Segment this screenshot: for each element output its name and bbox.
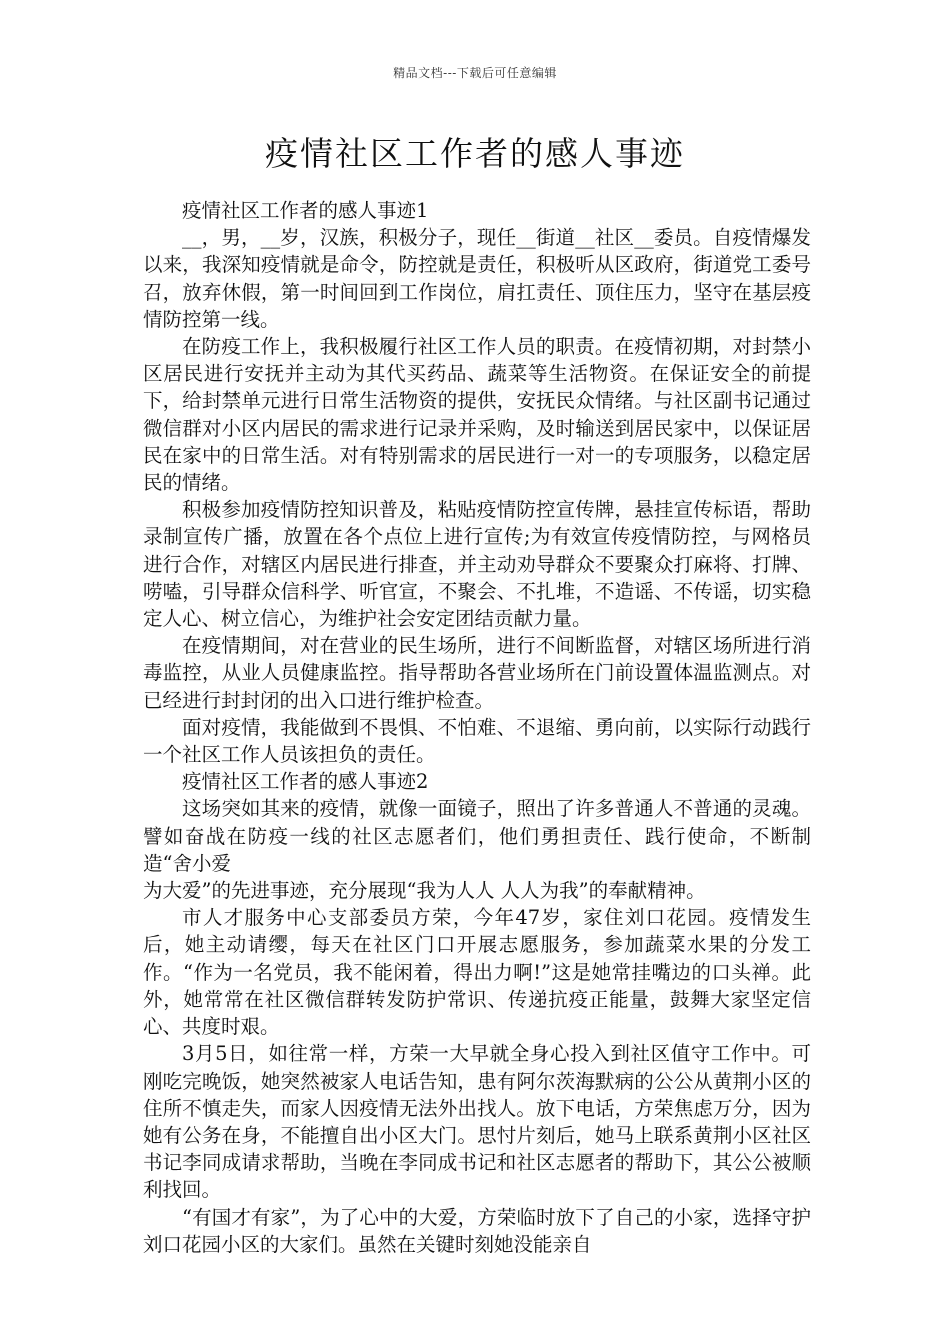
section-heading-1: 疫情社区工作者的感人事迹1 <box>182 199 429 222</box>
paragraph: 在疫情期间，对在营业的民生场所，进行不间断监督，对辖区场所进行消毒监控，从业人员健康监控。指导帮助各营业场所在门前设置体温监测点。对已经进行封封闭的出入口进行维护检查。 <box>143 634 811 712</box>
paragraph: 面对疫情，我能做到不畏惧、不怕难、不退缩、勇向前，以实际行动践行一个社区工作人员该担负的责任。 <box>143 715 811 767</box>
paragraph: 在防疫工作上，我积极履行社区工作人员的职责。在疫情初期，对封禁小区居民进行安抚并主动为其代买药品、蔬菜等生活物资。在保证安全的前提下，给封禁单元进行日常生活物资的提供，安抚民众情绪。与社区副书记通过微信群对小区内居民的需求进行记录并采购，及时输送到居民家中，以保证居民在家中的日常生活。对有特别需求的居民进行一对一的专项服务，以稳定居民的情绪。 <box>143 335 811 495</box>
paragraph: 3月5日，如往常一样，方荣一大早就全身心投入到社区值守工作中。可刚吃完晚饭，她突然被家人电话告知，患有阿尔茨海默病的公公从黄荆小区的住所不慎走失，而家人因疫情无法外出找人。放下电话，方荣焦虑万分，因为她有公务在身，不能擅自出小区大门。思忖片刻后，她马上联系黄荆小区社区书记李同成请求帮助，当晚在李同成书记和社区志愿者的帮助下，其公公被顺利找回。 <box>143 1042 811 1202</box>
page-header-watermark: 精品文档---下载后可任意编辑 <box>393 66 557 80</box>
paragraph-continuation: 为大爱”的先进事迹，充分展现“我为人人 人人为我”的奉献精神。 <box>143 879 706 903</box>
document-title: 疫情社区工作者的感人事迹 <box>265 134 685 173</box>
paragraph: “有国才有家”，为了心中的大爱，方荣临时放下了自己的小家，选择守护刘口花园小区的大家们。虽然在关键时刻她没能亲自 <box>143 1205 811 1256</box>
paragraph: __，男，__岁，汉族，积极分子，现任__街道__社区__委员。自疫情爆发以来，我深知疫情就是命令，防控就是责任，积极听从区政府，街道党工委号召，放弃休假，第一时间回到工作岗位，肩扛责任、顶住压力，坚守在基层疫情防控第一线。 <box>143 226 811 331</box>
paragraph: 这场突如其来的疫情，就像一面镜子，照出了许多普通人不普通的灵魂。譬如奋战在防疫一线的社区志愿者们，他们勇担责任、践行使命，不断制造“舍小爱 <box>143 797 811 875</box>
paragraph: 市人才服务中心支部委员方荣，今年47岁，家住刘口花园。疫情发生后，她主动请缨，每天在社区门口开展志愿服务，参加蔬菜水果的分发工作。“作为一名党员，我不能闲着，得出力啊!”这是她常挂嘴边的口头禅。此外，她常常在社区微信群转发防护常识、传递抗疫正能量，鼓舞大家坚定信心、共度时艰。 <box>143 906 811 1039</box>
section-heading-2: 疫情社区工作者的感人事迹2 <box>182 770 429 794</box>
document-body <box>143 197 811 1258</box>
paragraph: 积极参加疫情防控知识普及，粘贴疫情防控宣传牌，悬挂宣传标语，帮助录制宣传广播，放置在各个点位上进行宣传;为有效宣传疫情防控，与网格员进行合作，对辖区内居民进行排查，并主动劝导群众不要聚众打麻将、打牌、唠嗑，引导群众信科学、听官宣，不聚会、不扎堆，不造谣、不传谣，切实稳定人心、树立信心，为维护社会安定团结贡献力量。 <box>143 498 811 631</box>
